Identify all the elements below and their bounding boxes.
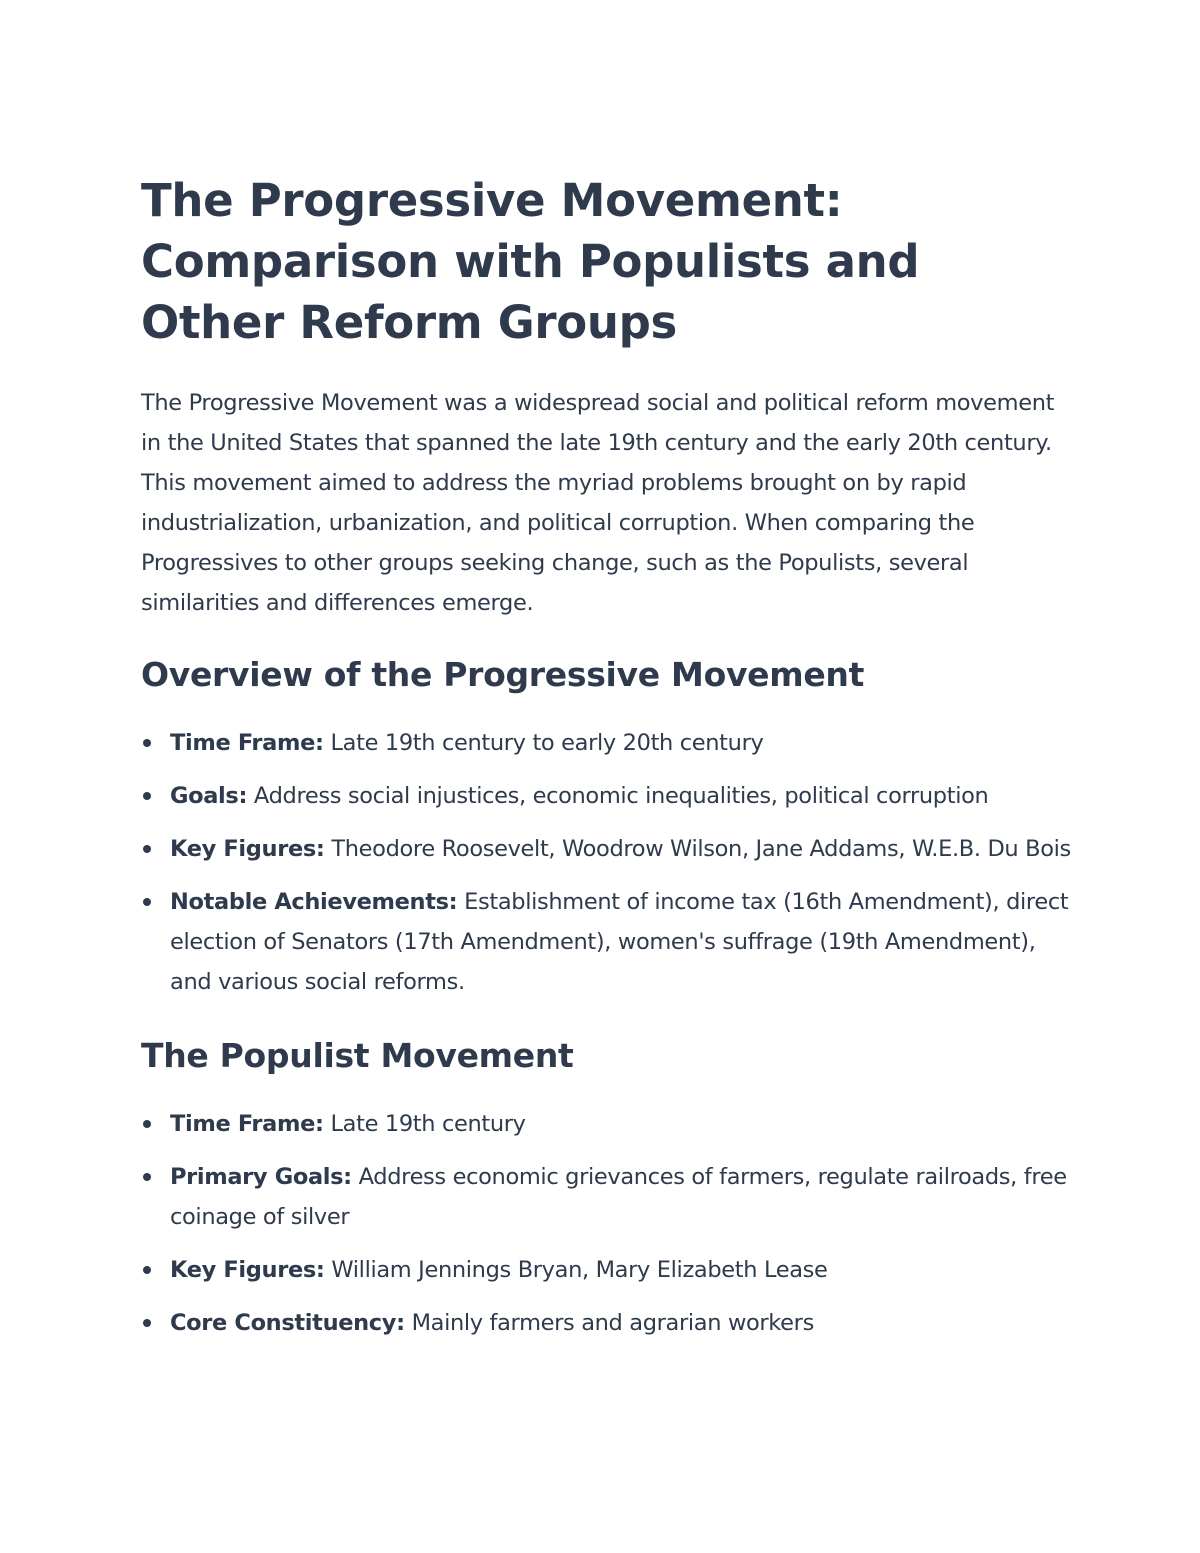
- list-item: [141, 1104, 1071, 1144]
- bullet-icon: [143, 898, 151, 906]
- document-page: [141, 170, 1071, 1356]
- item-text: William Jennings Bryan, Mary Elizabeth Lease: [324, 1257, 828, 1283]
- item-text: Address economic grievances of farmers, regulate railroads, free coinage of silver: [170, 1164, 1067, 1230]
- section-heading-populist: The Populist Movement: [141, 1036, 574, 1075]
- item-text: Establishment of income tax (16th Amendment), direct election of Senators (17th Amendment), women's suffrage (19th Amendment), and various social reforms.: [170, 889, 1069, 995]
- list-item: [141, 829, 1071, 869]
- item-text: Late 19th century: [323, 1111, 526, 1137]
- item-label: Primary Goals:: [170, 1164, 352, 1190]
- bullet-icon: [143, 792, 151, 800]
- item-label: Core Constituency:: [170, 1310, 405, 1336]
- bullet-icon: [143, 845, 151, 853]
- bullet-icon: [143, 1120, 151, 1128]
- item-text: Mainly farmers and agrarian workers: [404, 1310, 814, 1336]
- bullet-icon: [143, 1319, 151, 1327]
- list-item: [141, 1303, 1071, 1343]
- bullet-icon: [143, 1266, 151, 1274]
- item-label: Notable Achievements:: [170, 889, 458, 915]
- list-item: [141, 882, 1071, 1002]
- list-item: [141, 723, 1071, 763]
- item-text: Address social injustices, economic inequalities, political corruption: [247, 783, 989, 809]
- item-text: Late 19th century to early 20th century: [323, 730, 764, 756]
- list-item: [141, 1250, 1071, 1290]
- list-item: [141, 776, 1071, 816]
- bullet-icon: [143, 1173, 151, 1181]
- item-label: Time Frame:: [170, 730, 324, 756]
- progressive-overview-list: [141, 723, 1071, 1002]
- item-label: Time Frame:: [170, 1111, 324, 1137]
- item-label: Key Figures:: [170, 836, 325, 862]
- bullet-icon: [143, 739, 151, 747]
- populist-list: [141, 1104, 1071, 1343]
- document-title: The Progressive Movement: Comparison with Populists and Other Reform Groups: [141, 174, 920, 349]
- section-heading-progressive: Overview of the Progressive Movement: [141, 655, 865, 694]
- item-text: Theodore Roosevelt, Woodrow Wilson, Jane Addams, W.E.B. Du Bois: [324, 836, 1071, 862]
- intro-paragraph: The Progressive Movement was a widespread social and political reform movement in the United States that spanned the late 19th century and the early 20th century. This movement aimed to address the myriad problems brought on by rapid industrialization, urbanization, and political corruption. When comparing the Progressives to other groups seeking change, such as the Populists, several similarities and differences emerge.: [141, 390, 1055, 616]
- item-label: Goals:: [170, 783, 248, 809]
- list-item: [141, 1157, 1071, 1237]
- item-label: Key Figures:: [170, 1257, 325, 1283]
